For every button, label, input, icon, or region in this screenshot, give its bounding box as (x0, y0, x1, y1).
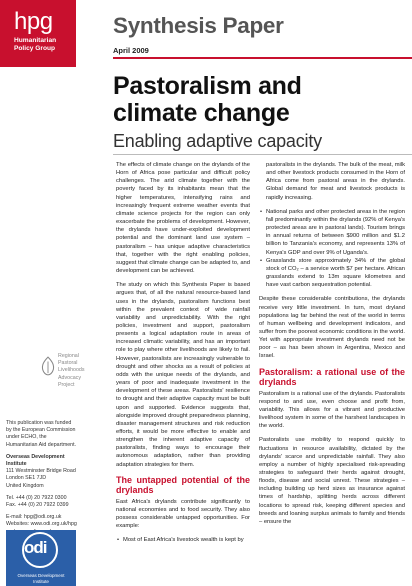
body-column-1 (116, 161, 250, 551)
address-line: 111 Westminster Bridge Road (6, 468, 76, 475)
page-title (113, 73, 302, 127)
bullet-list (116, 536, 250, 544)
group-name-line: Humanitarian (14, 37, 57, 44)
rpl-line: Advocacy (58, 374, 81, 381)
bullet-item: • Grasslands store approximately 34% of the global stock of CO₂ – a service worth $7 per hectare. African grasslands extend to 13m square kilometres and have vast carbon sequestration potential. (266, 257, 405, 290)
email-link[interactable]: E-mail: hpg@odi.org.uk (6, 514, 62, 521)
paragraph: East Africa's drylands contribute significantly to national economies and to food security. They also possess considerable untapped opportunities. For example: (116, 498, 250, 530)
group-name (14, 37, 56, 52)
rpl-line: Project (58, 381, 75, 388)
paragraph: Pastoralists use mobility to respond quickly to fluctuations in resource availability, dictated by the drylands' scarce and unpredictable rainfall. They also employ a number of highly specialised risk-spreading strategies to safeguard their herds against drought, floods, disease and social unrest. These strategies – including building up herd sizes as insurance against times of hardship, splitting herds across different locations to spread risk, keeping different species and breeds and loaning surplus animals to family and friends – ensure the (259, 437, 405, 525)
section-heading: Pastoralism: a rational use of the drylands (259, 366, 405, 387)
odi-name-line: Overseas Development (17, 573, 65, 578)
sidebar-info (6, 420, 78, 541)
bullet-item: • Most of East Africa's livestock wealth is kept by (123, 536, 250, 544)
group-name-line: Policy Group (14, 44, 56, 52)
bullet-list (259, 208, 405, 290)
paragraph: The effects of climate change on the drylands of the Horn of Africa pose particular and difficult policy challenges. The arid climate together with the poverty faced by its inhabitants mean that the higher temperatures, intensifying rains and increasingly frequent extreme weather events that climate science projects for the region can only exacerbate the problems of development. However, the drylands have under-exploited development potential and the dominant land use system – pastoralism – has unique adaptive characteristics that, together with the right enabling policies, suggest that climate change can be adapted to, and development can be achieved. (116, 162, 250, 275)
rpl-logo-icon (40, 356, 56, 376)
body-column-2 (259, 161, 405, 532)
fax: Fax. +44 (0) 20 7922 0399 (6, 502, 69, 509)
institute-address (6, 454, 78, 490)
paragraph: The study on which this Synthesis Paper is based argues that, of all the natural resource-based land uses in the drylands, pastoralism functions best within the prevalent context of wide rainfall variability and unpredictability. With the right policies, investment and support, pastoralism presents a logical adaptation route in areas of increased climatic variability, and has an important role to play where other livelihoods are likely to fail. However, pastoralists are increasingly vulnerable to drought and other shocks as a result of policies at odds with the unique needs of the drylands, and years of poor and inadequate investment in the development of these areas. Pastoralists' resilience to drought and their adaptive capacity must be built upon and supported. Evidence suggests that, alongside improved drought preparedness planning, disaster management structures and risk reduction efforts, it would be more effective to enable and strengthen the inherent adaptive capacity of pastoralists, finding ways to encourage their autonomous adaptation, rather than providing adaptation strategies for them. (116, 282, 250, 468)
paragraph: Despite these considerable contributions, the drylands receive very little investment. In turn, most dryland populations lag far behind the rest of the world in terms of human wellbeing and development indicators, and suffer from the poorest economic conditions in the world. Yet with appropriate investment drylands need not be poor – as has been shown in Argentina, Mexico and Israel. (259, 296, 405, 360)
section-heading: The untapped potential of the drylands (116, 474, 250, 495)
rpl-line: Livelihoods (58, 367, 85, 374)
paragraph: pastoralists in the drylands. The bulk of the meat, milk and other livestock products consumed in the Horn of Africa come from pastoral areas in the drylands. Global demand for meat and livestock products is rapidly increasing. (266, 162, 405, 201)
funding-note: This publication was funded by the European Commission under ECHO, the Humanitarian Aid department. (6, 420, 77, 448)
tel: Tel. +44 (0) 20 7922 0300 (6, 494, 67, 501)
subtitle-rule (113, 154, 412, 155)
paragraph: Pastoralism is a rational use of the drylands. Pastoralists respond to and use, even choose and profit from, variability. This allows for a vibrant and productive livelihood system in some of the harshest landscapes in the world. (259, 390, 405, 430)
odi-name (10, 573, 72, 584)
series-title: Synthesis Paper (113, 13, 284, 38)
page-subtitle: Enabling adaptive capacity (113, 131, 322, 151)
institute-name: Overseas Development Institute (6, 453, 65, 468)
website-link[interactable]: Websites: www.odi.org.uk/hpg (6, 521, 77, 528)
rpl-logo-text (58, 353, 85, 389)
odi-name-line: Institute (33, 578, 49, 584)
contact-phone (6, 495, 78, 509)
rpl-line: Pastoral (58, 360, 78, 367)
hpg-logo: hpg (14, 8, 53, 35)
title-line: climate change (113, 99, 290, 127)
address-line: London SE1 7JD (6, 475, 47, 482)
odi-logo: odi (24, 538, 47, 557)
title-line: Pastoralism and (113, 72, 302, 100)
header-rule (113, 57, 412, 59)
bullet-item: • National parks and other protected areas in the region fall predominantly within the drylands (92% of Kenya's protected areas are in pastoral lands). Tourism brings in annual returns of between $900 million and $1.2 billion to Tanzania's economy, and represents 13% of Kenya's GDP and over 9% of Uganda's. (266, 208, 405, 257)
publication-date: April 2009 (113, 46, 149, 55)
rpl-line: Regional (58, 353, 79, 359)
address-line: United Kingdom (6, 482, 44, 489)
